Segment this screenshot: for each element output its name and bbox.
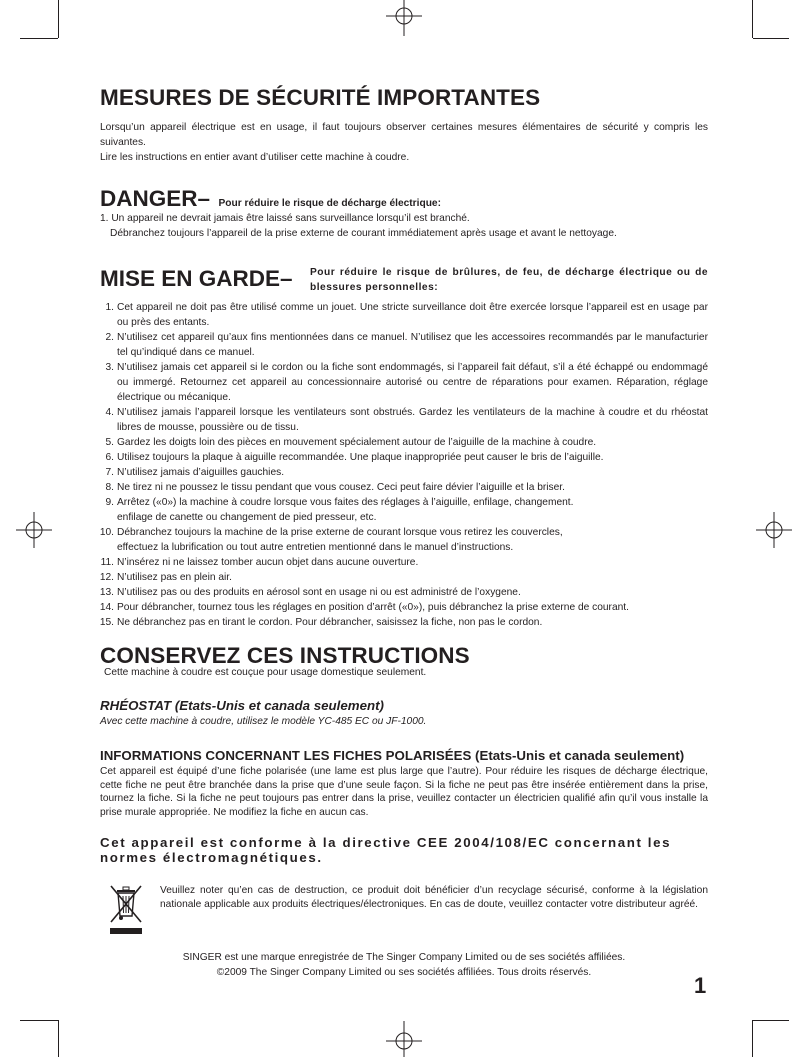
list-item-number: 11. (100, 557, 114, 568)
list-item-text: enfilage de canette ou changement de pied presseur, etc. (117, 512, 377, 523)
list-item-text: N’utilisez jamais d’aiguilles gauchies. (117, 467, 285, 478)
recycle-text: Veuillez noter qu’en cas de destruction, ce produit doit bénéficier d’un recyclage sécurisé, conforme à la législation nationale applicable aux produits électriques/électroniques. En cas de doute, veuillez contacter votre distributeur agréé. (160, 885, 708, 910)
polarized-title: INFORMATIONS CONCERNANT LES FICHES POLARISÉES (Etats-Unis et canada seulement) (100, 748, 685, 763)
warning-list (100, 300, 708, 630)
list-item (100, 465, 708, 480)
danger-title: DANGER (100, 186, 198, 211)
list-item-number: 12. (99, 572, 114, 583)
danger-heading (100, 186, 441, 212)
list-item-number: 3. (105, 362, 114, 373)
warning-title: MISE EN GARDE (100, 266, 281, 291)
list-item-number: 8. (105, 482, 114, 493)
conserve-title: CONSERVEZ CES INSTRUCTIONS (100, 643, 470, 668)
list-item (100, 300, 708, 330)
warning-subtitle: Pour réduire le risque de brûlures, de feu, de décharge électrique ou de blessures personnelles: (310, 267, 708, 293)
list-item-text: effectuez la lubrification ou tout autre entretien mentionné dans le manuel d’instructions. (117, 542, 514, 553)
list-item-text: Pour débrancher, tournez tous les réglages en position d’arrêt («0»), puis débranchez la prise externe de courant. (117, 602, 629, 613)
intro-line: Lire les instructions en entier avant d’utiliser cette machine à coudre. (100, 152, 410, 163)
list-item-number: 5. (105, 437, 114, 448)
crop-mark (58, 0, 59, 38)
danger-dash: – (197, 186, 211, 211)
registration-mark-bottom-icon (386, 1021, 422, 1057)
list-item-text: Ne débranchez pas en tirant le cordon. Pour débrancher, saisissez la fiche, non pas le cordon. (117, 617, 543, 628)
intro-line: Lorsqu’un appareil électrique est en usage, il faut toujours observer certaines mesures élémentaires de sécurité y compris les suivantes. (100, 122, 708, 148)
crop-mark (20, 1020, 58, 1021)
list-item-number: 6. (105, 452, 114, 463)
danger-item-text: Débranchez toujours l’appareil de la prise externe de courant immédiatement après usage et avant le nettoyage. (110, 228, 617, 239)
list-item-text: N’utilisez jamais l’appareil lorsque les ventilateurs sont obstrués. Gardez les ventilateurs de la machine à coudre et du rhéostat libres de mousse, poussière ou de tissu. (117, 407, 708, 433)
warning-dash: – (280, 266, 293, 291)
crossed-out-wheelie-bin-icon (108, 884, 144, 936)
danger-item-text: 1. Un appareil ne devrait jamais être laissé sans surveillance lorsqu’il est branché. (100, 213, 470, 224)
list-item-number: 14. (99, 602, 114, 613)
list-item-text: Arrêtez («0») la machine à coudre lorsque vous faites des réglages à l’aiguille, enfilage, changement. (117, 497, 574, 508)
crop-mark (752, 1020, 753, 1057)
list-item-text: N’utilisez cet appareil qu’aux fins mentionnées dans ce manuel. N’utilisez que les accessoires recommandés par le manufacturier tel qu’indiqué dans ce manuel. (117, 332, 708, 358)
polarized-text: Cet appareil est équipé d’une fiche polarisée (une lame est plus large que l’autre). Pour réduire les risques de décharge électrique, cette fiche ne peut être branchée dans la prise que d’une seule façon. Si la fiche ne peut pas être insérée entièrement dans la prise, tournez la fiche. Si la fiche ne peut toujours pas entrer dans la prise, veuillez contacter un électricien qualifié afin qu’il vous installe la prise murale appropriée. Ne modifiez la fiche en aucun cas. (100, 766, 708, 818)
list-item-text: N’insérez ni ne laissez tomber aucun objet dans aucune ouverture. (117, 557, 419, 568)
list-item (100, 555, 708, 570)
conserve-subtitle: Cette machine à coudre est couçue pour usage domestique seulement. (104, 667, 427, 678)
list-item (100, 600, 708, 615)
list-item-number: 4. (105, 407, 114, 418)
warning-heading (100, 266, 293, 292)
list-item-number: 9. (105, 497, 114, 508)
list-item-text: N’utilisez jamais cet appareil si le cordon ou la fiche sont endommagés, si l’appareil fait défaut, s’il a été échappé ou endommagé ou immergé. Retournez cet appareil au concessionnaire autorisé ou centre de réparations pour examen. Réparation, réglage électrique ou mécanique. (117, 362, 708, 403)
list-item (100, 615, 708, 630)
crop-mark (20, 38, 58, 39)
footer (100, 950, 708, 980)
danger-item (100, 211, 710, 241)
list-item-text: Cet appareil ne doit pas être utilisé comme un jouet. Une stricte surveillance doit être exercée lorsque l’appareil est en usage par ou près des entants. (117, 302, 708, 328)
page-number: 1 (694, 973, 707, 998)
rheostat-text: Avec cette machine à coudre, utilisez le modèle YC-485 EC ou JF-1000. (100, 716, 427, 727)
footer-line: ©2009 The Singer Company Limited ou ses sociétés affiliées. Tous droits réservés. (216, 967, 592, 978)
list-item (100, 495, 708, 525)
list-item-text: Débranchez toujours la machine de la prise externe de courant lorsque vous retirez les couvercles, (117, 527, 563, 538)
list-item-text: N’utilisez pas ou des produits en aérosol sont en usage ni ou est administré de l’oxygene. (117, 587, 521, 598)
page-title: MESURES DE SÉCURITÉ IMPORTANTES (100, 85, 541, 110)
list-item-number: 10. (99, 527, 114, 538)
registration-mark-right-icon (756, 512, 792, 548)
footer-line: SINGER est une marque enregistrée de The Singer Company Limited ou de ses sociétés affiliées. (182, 952, 626, 963)
list-item (100, 450, 708, 465)
list-item (100, 405, 708, 435)
directive-text: Cet appareil est conforme à la directive CEE 2004/108/EC concernant les normes électromagnétiques. (100, 835, 672, 865)
crop-mark (753, 1020, 789, 1021)
crop-mark (753, 38, 789, 39)
list-item-number: 13. (99, 587, 114, 598)
list-item-number: 7. (105, 467, 114, 478)
crop-mark (752, 0, 753, 38)
list-item-text: Gardez les doigts loin des pièces en mouvement spécialement autour de l’aiguille de la machine à coudre. (117, 437, 597, 448)
list-item (100, 330, 708, 360)
list-item (100, 525, 708, 555)
danger-subtitle: Pour réduire le risque de décharge électrique: (218, 198, 441, 209)
list-item (100, 435, 708, 450)
list-item-number: 2. (105, 332, 114, 343)
list-item (100, 360, 708, 405)
list-item-text: N’utilisez pas en plein air. (117, 572, 232, 583)
list-item (100, 570, 708, 585)
crop-mark (58, 1020, 59, 1057)
registration-mark-top-icon (386, 0, 422, 36)
list-item (100, 585, 708, 600)
list-item-number: 1. (105, 302, 114, 313)
list-item-number: 15. (99, 617, 114, 628)
rheostat-title: RHÉOSTAT (Etats-Unis et canada seulement) (100, 698, 384, 713)
list-item-text: Ne tirez ni ne poussez le tissu pendant que vous cousez. Ceci peut faire dévier l’aiguille et la briser. (117, 482, 565, 493)
registration-mark-left-icon (16, 512, 52, 548)
list-item (100, 480, 708, 495)
list-item-text: Utilisez toujours la plaque à aiguille recommandée. Une plaque inappropriée peut causer le bris de l’aiguille. (117, 452, 604, 463)
intro-paragraph (100, 120, 708, 165)
